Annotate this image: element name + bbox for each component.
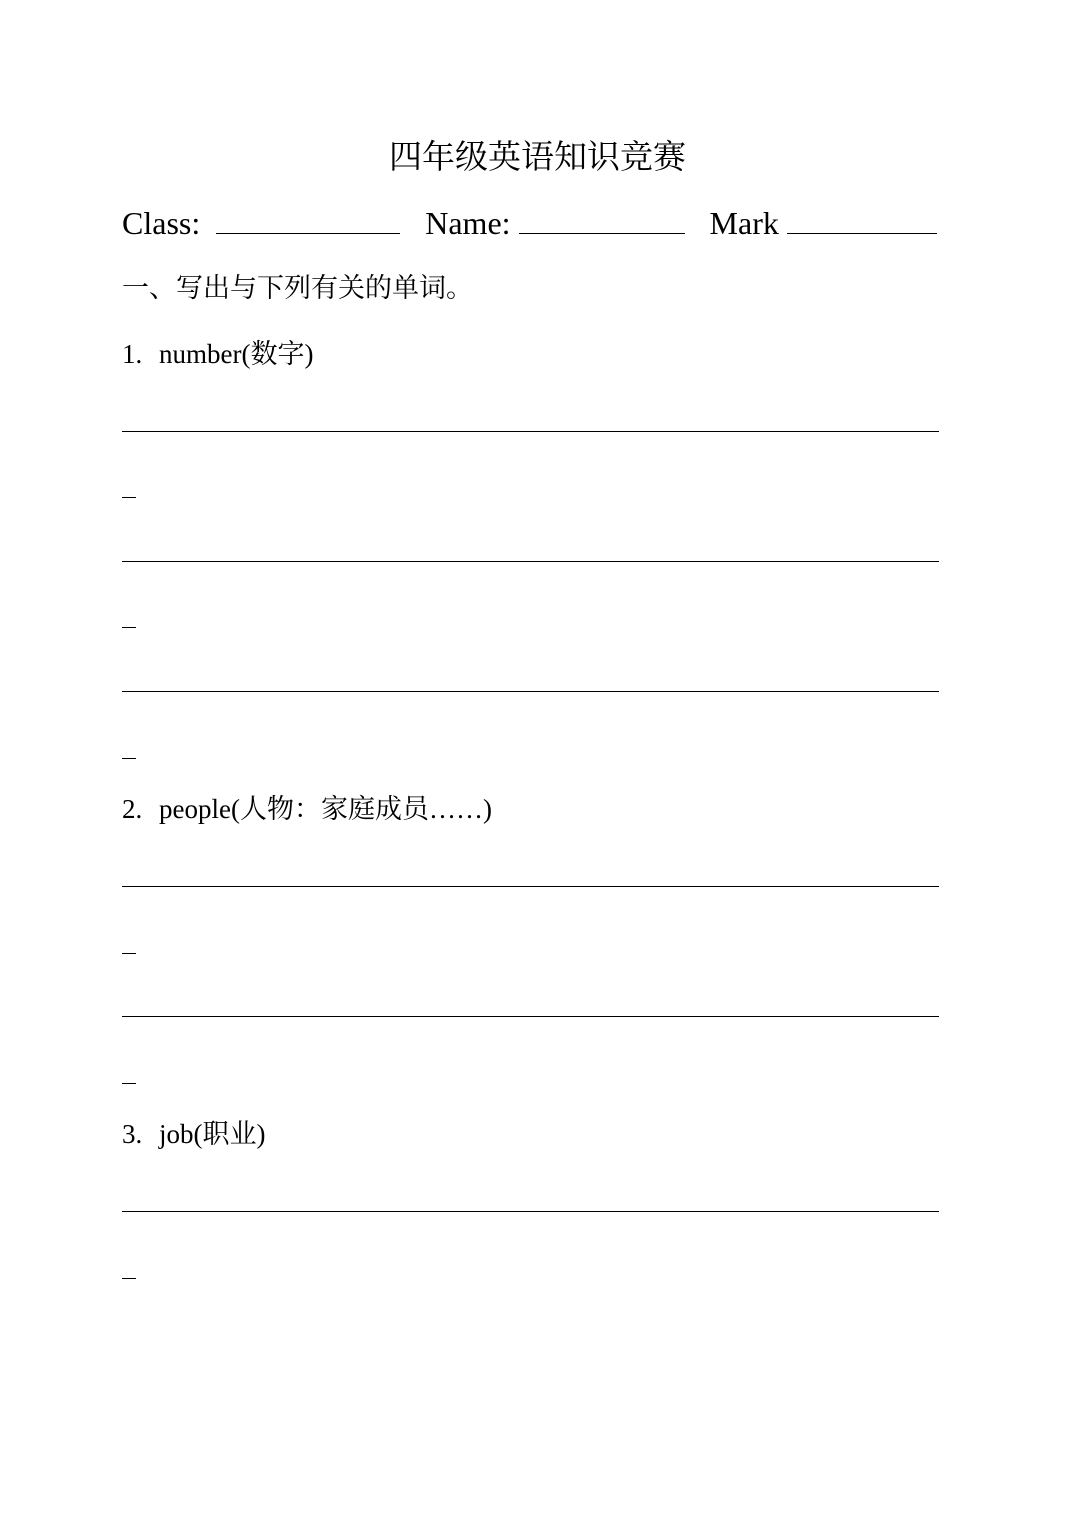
answer-line-tail: [122, 953, 136, 954]
question-prompt: people(人物：家庭成员……): [159, 794, 492, 824]
name-label: Name:: [425, 205, 511, 241]
page-title: 四年级英语知识竞赛: [389, 140, 686, 176]
question-number: 2.: [122, 794, 143, 824]
question-2: [122, 791, 492, 827]
answer-line-tail: [122, 1278, 136, 1279]
answer-line[interactable]: [122, 1016, 939, 1017]
mark-label: Mark: [709, 205, 779, 241]
mark-blank[interactable]: [787, 209, 937, 234]
class-blank[interactable]: [216, 209, 400, 234]
answer-line-tail: [122, 627, 136, 628]
question-prompt: job(职业): [159, 1119, 266, 1149]
question-number: 1.: [122, 339, 143, 369]
student-info-row: [122, 202, 937, 244]
answer-line-tail: [122, 758, 136, 759]
question-prompt: number(数字): [159, 339, 314, 369]
answer-line[interactable]: [122, 1211, 939, 1212]
answer-line[interactable]: [122, 431, 939, 432]
question-3: [122, 1116, 265, 1152]
answer-line[interactable]: [122, 691, 939, 692]
answer-line[interactable]: [122, 561, 939, 562]
class-label: Class:: [122, 205, 201, 241]
question-number: 3.: [122, 1119, 143, 1149]
answer-line-tail: [122, 1083, 136, 1084]
answer-line-tail: [122, 497, 136, 498]
section-heading: 一、写出与下列有关的单词。: [122, 273, 473, 303]
answer-line[interactable]: [122, 886, 939, 887]
name-blank[interactable]: [519, 209, 685, 234]
question-1: [122, 336, 313, 372]
